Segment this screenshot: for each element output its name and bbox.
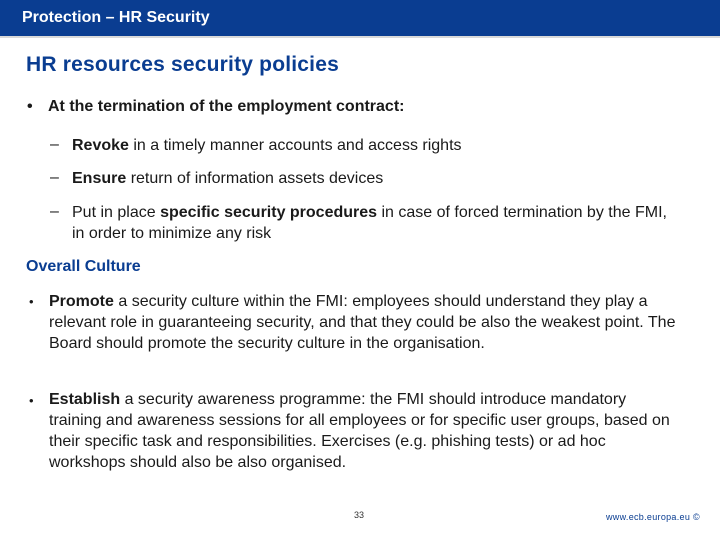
termination-item	[72, 135, 672, 156]
page-number: 33	[354, 510, 365, 520]
culture-heading: Overall Culture	[26, 258, 141, 275]
dash-marker: –	[50, 169, 59, 186]
dash-marker: –	[50, 203, 59, 220]
culture-item	[49, 291, 679, 354]
termination-heading: At the termination of the employment contract:	[48, 98, 405, 115]
termination-item	[72, 168, 672, 189]
culture-item	[49, 389, 679, 473]
slide-title: HR resources security policies	[26, 53, 339, 76]
bullet-marker: •	[29, 393, 34, 408]
item-text: in a timely manner accounts and access rights	[128, 137, 462, 154]
footer-url: www.ecb.europa.eu ©	[606, 512, 700, 522]
item-bold: Ensure	[72, 170, 127, 187]
item-pre: Put in place	[72, 204, 161, 221]
termination-item	[72, 202, 682, 244]
item-text: return of information assets devices	[126, 170, 384, 187]
item-bold: Establish	[49, 391, 121, 408]
item-bold: Promote	[49, 293, 114, 310]
item-text: a security culture within the FMI: employees should understand they play a relevant role in guaranteeing security, and that they could be also the weakest point. The Board should promote the security culture in the organisation.	[49, 293, 676, 352]
item-text: a security awareness programme: the FMI should introduce mandatory training and awareness sessions for all employees or for specific user groups, based on their specific task and responsibilities. Exercises (e.g. phishing tests) or ad hoc workshops should also be also organised.	[49, 391, 670, 471]
item-bold: Revoke	[72, 137, 129, 154]
bullet-marker: •	[29, 294, 34, 309]
dash-marker: –	[50, 136, 59, 153]
header-bar	[0, 0, 720, 38]
header-title: Protection – HR Security	[22, 9, 210, 26]
item-text: in case of forced termination by the FMI, in order to minimize any risk	[72, 204, 667, 242]
bullet-marker: •	[27, 98, 33, 115]
item-bold: specific security procedures	[160, 204, 378, 221]
